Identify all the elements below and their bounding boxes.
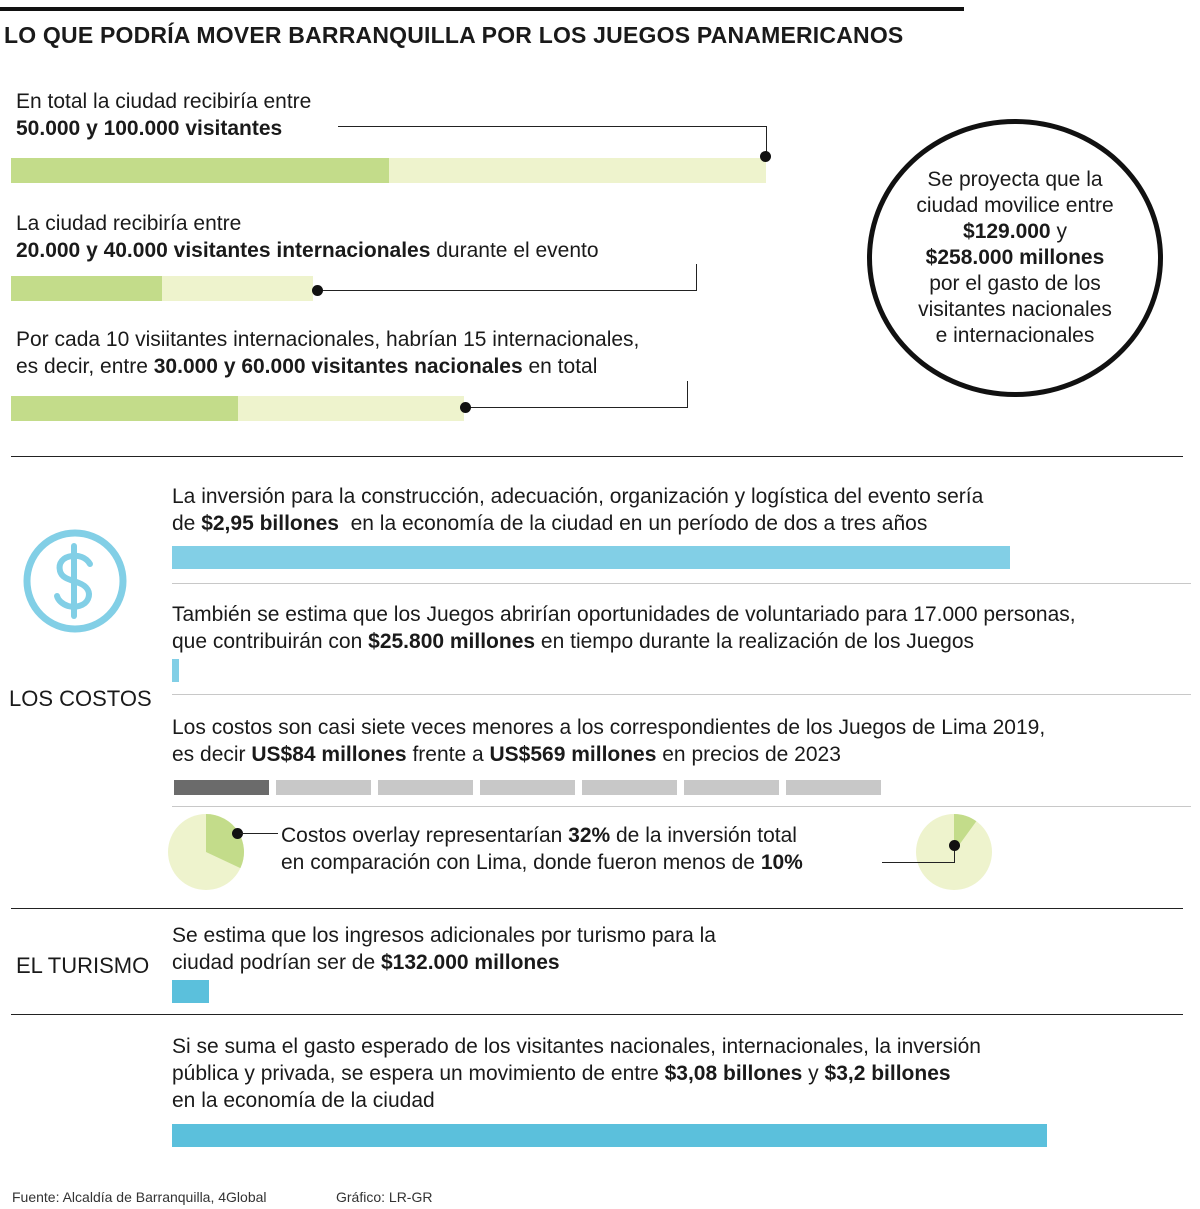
lima-segment [480,780,575,795]
total-bold1: $3,08 billones [664,1062,803,1085]
visitors-international-rest: durante el evento [430,239,599,262]
costos-inversion-line1: La inversión para la construcción, adecuación, organización y logística del evento sería [172,485,984,508]
visitors-international-bold: 20.000 y 40.000 visitantes internacionales [16,239,431,262]
visitors-national-leader-v [687,381,688,408]
costos-inversion-pre: de [172,512,202,535]
costos-lima-text [172,714,1045,768]
spending-circle-line6: e internacionales [935,324,1095,347]
overlay-pre2: en comparación con Lima, donde fueron menos de [281,851,761,874]
costos-lima-bold1: US$84 millones [251,743,407,766]
lima-segment [582,780,677,795]
overlay-bold1: 32% [568,824,611,847]
overlay-rest1: de la inversión total [610,824,797,847]
divider-inversion [172,583,1191,584]
visitors-national-pre: es decir, entre [16,355,154,378]
section-label-turismo: EL TURISMO [16,953,150,978]
visitors-national-bold: 30.000 y 60.000 visitantes nacionales [153,355,523,378]
costos-voluntariado-text [172,601,1076,655]
bar-international-low [11,276,162,301]
footer-credit: Gráfico: LR-GR [336,1189,433,1205]
total-line1: Si se suma el gasto esperado de los visitantes nacionales, internacionales, la inversión [172,1035,981,1058]
spending-circle-bold1: $129.000 [963,220,1051,243]
costos-inversion-rest: en la economía de la ciudad en un período de dos a tres años [338,512,928,535]
spending-circle-text [916,167,1113,349]
section-label-costos: LOS COSTOS [9,686,152,711]
costos-overlay-text [281,822,803,876]
visitors-total-line1: En total la ciudad recibiría entre [16,90,312,113]
page-title: LO QUE PODRÍA MOVER BARRANQUILLA POR LOS JUEGOS PANAMERICANOS [4,22,904,48]
visitors-international-line1: La ciudad recibiría entre [16,212,242,235]
total-pre: pública y privada, se espera un movimiento de entre [172,1062,665,1085]
lima-segment [276,780,371,795]
total-bold2: $3,2 billones [824,1062,951,1085]
pie-lima-leader-h [882,862,955,863]
turismo-pre: ciudad podrían ser de [172,951,381,974]
lima-segment [786,780,881,795]
costos-voluntariado-bold: $25.800 millones [368,630,536,653]
spending-circle-line5: visitantes nacionales [918,298,1112,321]
bar-inversion [172,546,1010,569]
pie-lima-marker [949,840,960,851]
total-text [172,1033,981,1114]
visitors-national-marker [460,402,471,413]
spending-circle-line1: Se proyecta que la [927,168,1103,191]
total-mid: y [802,1062,825,1085]
costos-voluntariado-line1: También se estima que los Juegos abrirían oportunidades de voluntariado para 17.000 personas, [172,603,1076,626]
costos-inversion-bold: $2,95 billones [201,512,339,535]
section-divider-total [11,1014,1183,1015]
costos-lima-pre: es decir [172,743,252,766]
spending-circle [867,119,1163,397]
overlay-bold2: 10% [760,851,803,874]
bar-total-economy-low [172,1124,1047,1147]
bar-total-low [11,158,389,183]
lima-segment [378,780,473,795]
visitors-national-text [16,326,639,380]
bar-voluntariado [172,659,179,682]
visitors-international-leader-v [696,264,697,291]
spending-circle-bold2: $258.000 millones [925,246,1105,269]
divider-lima [172,806,1191,807]
divider-voluntariado [172,694,1191,695]
visitors-national-leader-h [465,407,688,408]
turismo-bold: $132.000 millones [380,951,560,974]
dollar-circle-icon [20,526,130,636]
costos-inversion-text [172,483,983,537]
pie-barranquilla-leader [240,833,278,834]
costos-lima-bold2: US$569 millones [489,743,657,766]
lima-cost-segments [174,780,886,795]
section-divider-costos [11,456,1183,457]
costos-voluntariado-rest: en tiempo durante la realización de los Juegos [535,630,975,653]
turismo-line1: Se estima que los ingresos adicionales por turismo para la [172,924,716,947]
visitors-national-rest: en total [522,355,598,378]
visitors-total-bold: 50.000 y 100.000 visitantes [16,117,283,140]
costos-voluntariado-pre: que contribuirán con [172,630,369,653]
costos-lima-rest: en precios de 2023 [656,743,841,766]
pie-overlay-barranquilla [166,812,246,892]
bar-national-low [11,396,238,421]
visitors-international-marker [312,285,323,296]
turismo-text [172,922,716,976]
visitors-international-text [16,210,599,264]
spending-circle-line2: ciudad movilice entre [916,194,1114,217]
section-divider-turismo [11,908,1183,909]
footer-source: Fuente: Alcaldía de Barranquilla, 4Global [12,1189,267,1205]
visitors-total-text [16,88,311,142]
spending-circle-line4: por el gasto de los [929,272,1101,295]
costos-lima-mid: frente a [406,743,490,766]
bar-turismo [172,980,209,1003]
overlay-pre1: Costos overlay representarían [281,824,569,847]
visitors-total-marker [760,151,771,162]
costos-lima-line1: Los costos son casi siete veces menores a los correspondientes de los Juegos de Lima 2019, [172,716,1046,739]
visitors-total-leader-h [338,126,766,127]
total-line3: en la economía de la ciudad [172,1089,435,1112]
visitors-international-leader-h [317,290,697,291]
lima-segment [174,780,269,795]
lima-segment [684,780,779,795]
title-rule [0,7,964,11]
spending-circle-line3: y [1050,220,1067,243]
visitors-national-line1: Por cada 10 visiitantes internacionales, habrían 15 internacionales, [16,328,640,351]
